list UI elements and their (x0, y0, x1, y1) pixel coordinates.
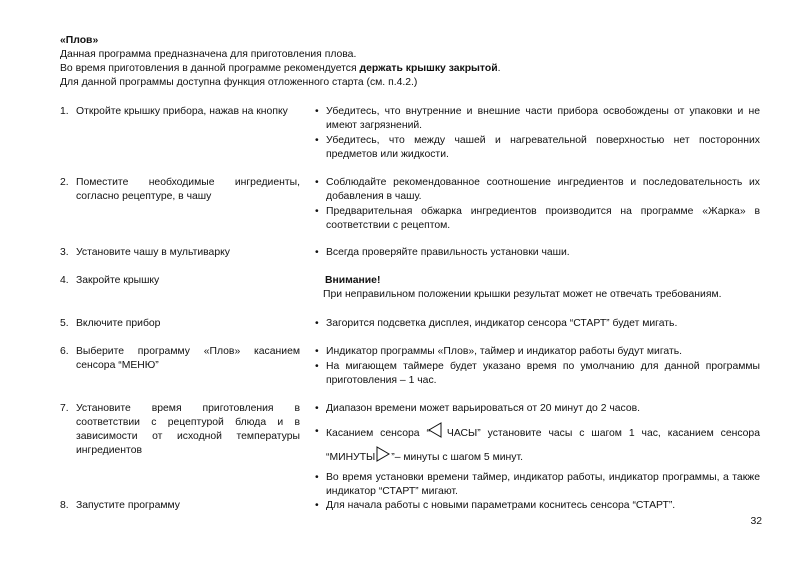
intro-line-2-end: . (497, 63, 501, 74)
step-note (315, 134, 760, 162)
step-note (315, 471, 760, 499)
bullet-icon: • (315, 247, 319, 258)
intro-line-2 (60, 62, 760, 76)
bullet-icon: • (315, 403, 319, 414)
bullet-icon: • (315, 177, 319, 188)
step-note-text: Во время установки времени таймер, индикатор работы, индикатор программы, а также индикатор “СТАРТ” мигают. (326, 472, 760, 497)
step-note (315, 360, 760, 388)
step-note (315, 246, 760, 260)
triangle-right-icon (376, 446, 390, 470)
step-number: 4. (60, 275, 69, 286)
bullet-icon: • (315, 500, 319, 511)
step-note (315, 317, 760, 331)
sensor-note-part-1: Касанием сенсора “ (326, 428, 430, 439)
bullet-icon: • (315, 472, 319, 483)
bullet-icon: • (315, 106, 319, 117)
step-notes (315, 499, 760, 513)
step-notes (315, 402, 760, 499)
step-note-text: Диапазон времени может варьироваться от 20 минут до 2 часов. (326, 403, 641, 414)
step-notes (315, 105, 760, 162)
warning-title: Внимание! (325, 275, 381, 286)
step-action: Откройте крышку прибора, нажав на кнопку (76, 106, 288, 117)
bullet-icon: • (315, 318, 319, 329)
step-note (315, 499, 760, 513)
bullet-icon: • (315, 361, 319, 372)
intro-line-3: Для данной программы доступна функция отложенного старта (см. п.4.2.) (60, 77, 418, 88)
step-warning (315, 274, 760, 302)
step-action: Закройте крышку (76, 275, 160, 286)
step-note-text: Соблюдайте рекомендованное соотношение ингредиентов и последовательность их добавления в чашу. (326, 177, 760, 202)
program-intro (60, 34, 760, 90)
step-number: 5. (60, 318, 69, 329)
step-notes (315, 345, 760, 388)
warning-text: При неправильном положении крышки результат может не отвечать требованиям. (323, 289, 722, 300)
step-number: 7. (60, 403, 69, 414)
step-action: Поместите необходимые ингредиенты, согласно рецептуре, в чашу (76, 177, 300, 202)
step-action: Установите чашу в мультиварку (76, 247, 230, 258)
intro-line-2-emphasis: держать крышку закрытой (359, 63, 498, 74)
step-note (315, 176, 760, 204)
bullet-icon: • (315, 206, 319, 217)
step-note (315, 402, 760, 416)
bullet-icon: • (315, 426, 319, 437)
step-number: 2. (60, 177, 69, 188)
step-action: Включите прибор (76, 318, 161, 329)
sensor-note-part-3: ”– минуты с шагом 5 минут. (391, 452, 523, 463)
step-number: 6. (60, 346, 69, 357)
step-note-text: Индикатор программы «Плов», таймер и индикатор работы будут мигать. (326, 346, 683, 357)
step-note (315, 205, 760, 233)
triangle-left-icon (428, 422, 442, 446)
page-number: 32 (750, 516, 762, 527)
step-action: Запустите программу (76, 500, 180, 511)
step-note-text: Убедитесь, что внутренние и внешние части прибора освобождены от упаковки и не имеют загрязнений. (326, 106, 760, 131)
step-note-text: Убедитесь, что между чашей и нагревательной поверхностью нет посторонних предметов или жидкости. (326, 135, 760, 160)
step-action: Установите время приготовления в соответствии с рецептурой блюда и в зависимости от исходной температуры ингредиентов (76, 403, 300, 456)
step-number: 3. (60, 247, 69, 258)
step-number: 8. (60, 500, 69, 511)
step-note-sensors (315, 422, 760, 470)
step-note-text: Предварительная обжарка ингредиентов производится на программе «Жарка» в соответствии с рецептом. (326, 206, 760, 231)
step-note (315, 105, 760, 133)
step-action: Выберите программу «Плов» касанием сенсора “МЕНЮ” (76, 346, 300, 371)
program-title: «Плов» (60, 35, 99, 46)
step-note-text: Всегда проверяйте правильность установки чаши. (326, 247, 570, 258)
bullet-icon: • (315, 135, 319, 146)
step-note-text: На мигающем таймере будет указано время по умолчанию для данной программы приготовления – 1 час. (326, 361, 760, 386)
sensor-note-part-2: ЧАСЫ” установите часы с шагом 1 час, касанием сенсора “МИНУТЫ (326, 428, 760, 463)
step-notes (315, 176, 760, 233)
intro-line-1: Данная программа предназначена для приготовления плова. (60, 49, 357, 60)
bullet-icon: • (315, 346, 319, 357)
step-note (315, 345, 760, 359)
step-notes (315, 317, 760, 331)
step-notes (315, 246, 760, 260)
intro-line-2-text: Во время приготовления в данной программе рекомендуется (60, 63, 360, 74)
step-note-text: Загорится подсветка дисплея, индикатор сенсора “СТАРТ” будет мигать. (326, 318, 678, 329)
step-number: 1. (60, 106, 69, 117)
step-note-text: Для начала работы с новыми параметрами коснитесь сенсора “СТАРТ”. (326, 500, 676, 511)
